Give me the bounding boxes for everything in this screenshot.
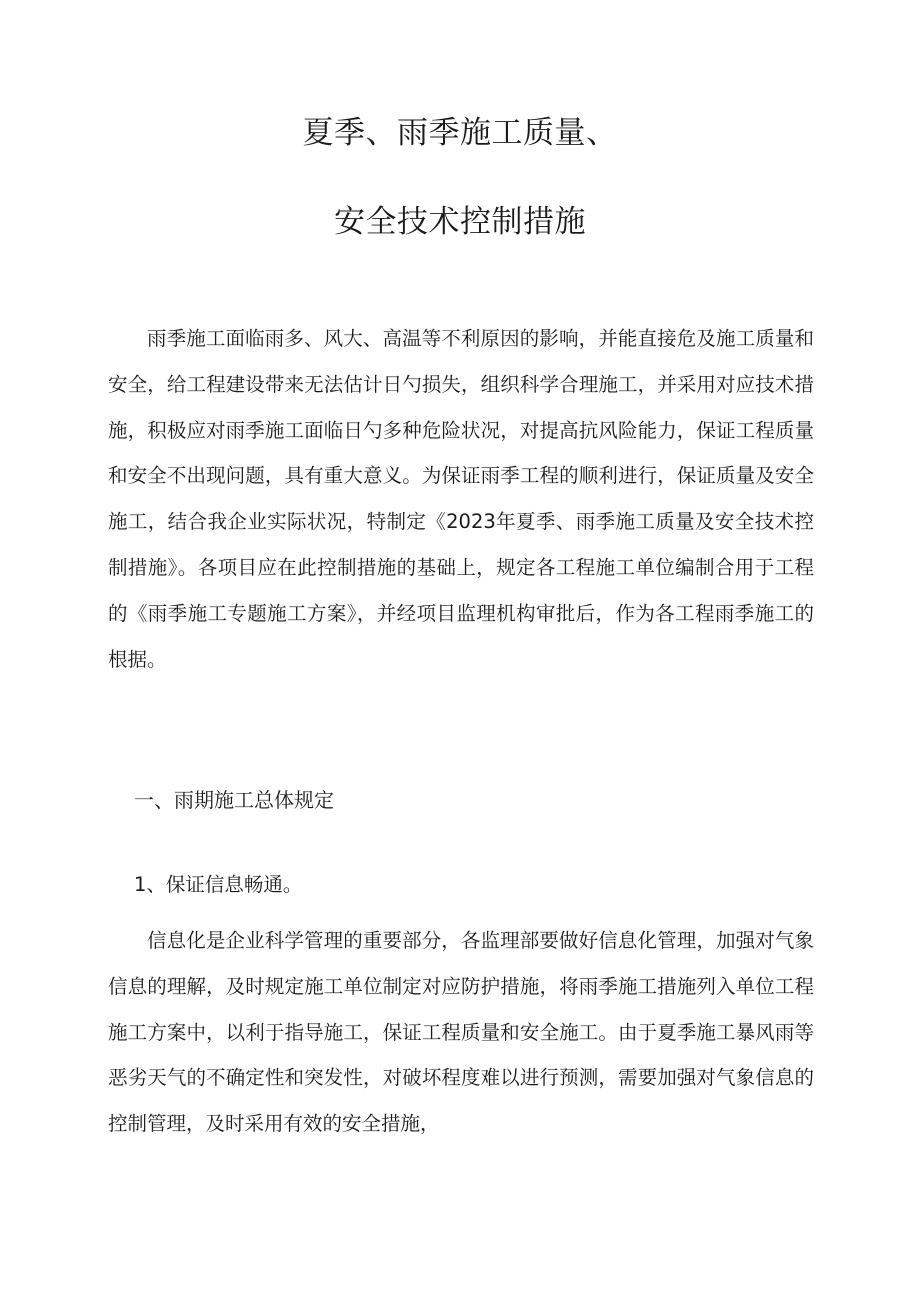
body-paragraph: 信息化是企业科学管理的重要部分，各监理部要做好信息化管理，加强对气象信息的理解，及时规定施工单位制定对应防护措施，将雨季施工措施列入单位工程施工方案中，以利于指导施工，保证工程质量和安全施工。由于夏季施工暴风雨等恶劣天气的不确定性和突发性，对破坏程度难以进行预测，需要加强对气象信息的控制管理，及时采用有效的安全措施，: [108, 929, 814, 1136]
document-title-line-2: 安全技术控制措施: [334, 204, 586, 240]
sub-heading: 1、保证信息畅通。: [134, 873, 303, 896]
section-heading: 一、雨期施工总体规定: [134, 788, 334, 812]
document-title-line-1: 夏季、雨季施工质量、: [302, 115, 618, 151]
intro-paragraph: 雨季施工面临雨多、风大、高温等不利原因的影响，并能直接危及施工质量和安全，给工程建设带来无法估计日勺损失，组织科学合理施工，并采用对应技术措施，积极应对雨季施工面临日勺多种危险状况，对提高抗风险能力，保证工程质量和安全不出现问题，具有重大意义。为保证雨季工程的顺利进行，保证质量及安全施工，结合我企业实际状况，特制定《2023年夏季、雨季施工质量及安全技术控制措施》。各项目应在此控制措施的基础上，规定各工程施工单位编制合用于工程的《雨季施工专题施工方案》，并经项目监理机构审批后，作为各工程雨季施工的根据。: [108, 327, 814, 671]
